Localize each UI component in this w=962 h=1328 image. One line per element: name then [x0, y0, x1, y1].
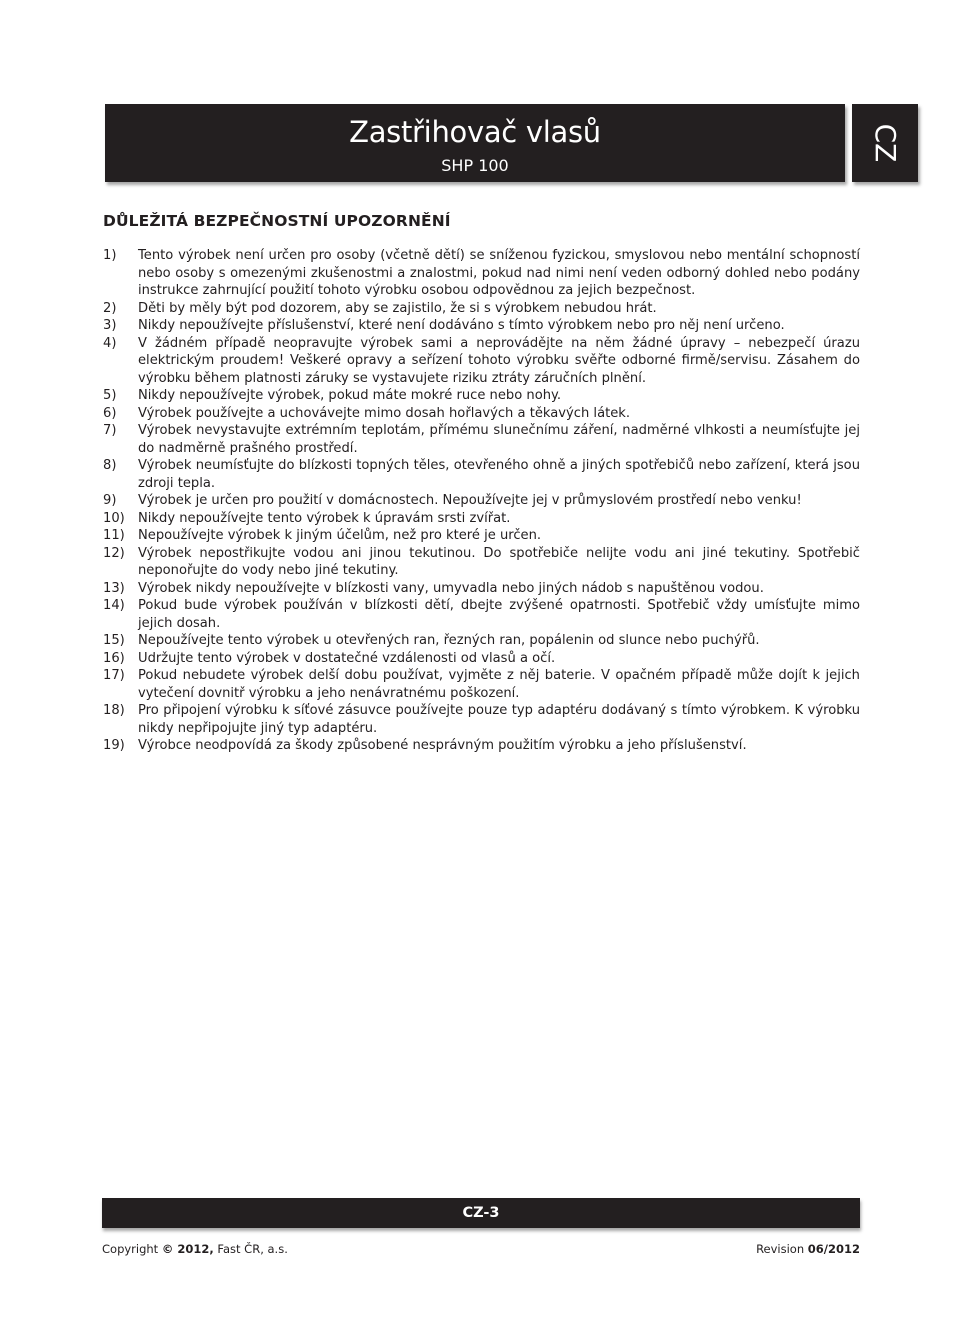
- list-item-number: 7): [103, 423, 117, 438]
- list-item-text: V žádném případě neopravujte výrobek sami a neprovádějte na něm žádné úpravy – nebezpečí úrazu elektrickým proudem! Veškeré opravy a seřízení tohoto výrobku svěřte odborné firmě/servisu. Zásahem do výrobku během platnosti záruky se vystavujete riziku ztráty záručních plnění.: [138, 335, 860, 386]
- list-item-number: 19): [103, 738, 125, 753]
- list-item: [103, 510, 860, 528]
- list-item: [103, 702, 860, 737]
- list-item-number: 15): [103, 633, 125, 648]
- list-item: [103, 492, 860, 510]
- list-item: [103, 387, 860, 405]
- list-item: [103, 632, 860, 650]
- list-item-number: 16): [103, 650, 125, 666]
- list-item-number: 10): [103, 510, 125, 526]
- list-item-text: Pokud nebudete výrobek delší dobu používat, vyjměte z něj baterie. V opačném případě může dojít k jejich vytečení dovnitř výrobku a jeho nenávratnému poškození.: [138, 668, 860, 701]
- copyright-year: © 2012,: [161, 1242, 214, 1256]
- list-item-text: Výrobek používejte a uchovávejte mimo dosah hořlavých a těkavých látek.: [138, 405, 631, 421]
- list-item-text: Nepoužívejte výrobek k jiným účelům, než pro které je určen.: [138, 528, 542, 543]
- list-item-number: 12): [103, 545, 125, 561]
- list-item-number: 17): [103, 668, 125, 683]
- list-item-text: Výrobce neodpovídá za škody způsobené nesprávným použitím výrobku a jeho příslušenství.: [138, 738, 747, 753]
- safety-list: [103, 247, 860, 755]
- language-tab: [852, 104, 918, 182]
- list-item-text: Udržujte tento výrobek v dostatečné vzdálenosti od vlasů a očí.: [138, 650, 556, 666]
- list-item-number: 5): [103, 388, 117, 403]
- page-number: CZ-3: [462, 1205, 500, 1221]
- model-number: SHP 100: [441, 156, 509, 175]
- title-banner: [105, 104, 845, 182]
- list-item-number: 14): [103, 598, 125, 613]
- list-item-text: Tento výrobek není určen pro osoby (včetně dětí) se sníženou fyzickou, smyslovou nebo mentální schopností nebo osoby s omezenými zkušenostmi a znalostmi, pokud nad nimi není veden odborný dohled nebo podány instrukce zahrnující použití tohoto výrobku osobou odpovědnou za jejich bezpečnost.: [138, 248, 860, 298]
- language-tab-label: CZ: [869, 123, 902, 163]
- list-item-text: Nikdy nepoužívejte příslušenství, které není dodáváno s tímto výrobkem nebo pro něj není určeno.: [138, 318, 785, 333]
- copyright-company: Fast ČR, a.s.: [213, 1242, 288, 1256]
- list-item: [103, 247, 860, 300]
- revision-notice: [756, 1242, 860, 1256]
- list-item-text: Výrobek nevystavujte extrémním teplotám, přímému slunečnímu záření, nadměrné vlhkosti a neumísťujte jej do nadměrně prašného prostředí.: [138, 423, 860, 456]
- list-item: [103, 335, 860, 388]
- list-item: [103, 405, 860, 423]
- document-title: Zastřihovač vlasů: [349, 115, 601, 149]
- list-item-text: Výrobek nepostřikujte vodou ani jinou tekutinou. Do spotřebiče nelijte vodu ani jiné tekutiny. Spotřebič neponořujte do vody nebo jiné tekutiny.: [138, 545, 860, 578]
- list-item-number: 9): [103, 493, 117, 508]
- list-item: [103, 667, 860, 702]
- list-item-text: Výrobek nikdy nepoužívejte v blízkosti vany, umyvadla nebo jiných nádob s napuštěnou vodou.: [138, 580, 764, 596]
- list-item: [103, 457, 860, 492]
- list-item: [103, 300, 860, 318]
- list-item-text: Pokud bude výrobek používán v blízkosti dětí, dbejte zvýšené opatrnosti. Spotřebič vždy umísťujte mimo jejich dosah.: [138, 598, 860, 631]
- list-item-text: Pro připojení výrobku k síťové zásuvce používejte pouze typ adaptéru dodávaný s tímto výrobkem. K výrobku nikdy nepřipojujte jiný typ adaptéru.: [138, 703, 860, 736]
- list-item-number: 3): [103, 318, 117, 333]
- list-item: [103, 580, 860, 598]
- list-item-text: Nepoužívejte tento výrobek u otevřených ran, řezných ran, popálenin od slunce nebo puchýřů.: [138, 633, 760, 648]
- list-item: [103, 422, 860, 457]
- copyright-prefix: Copyright: [102, 1242, 162, 1256]
- list-item-number: 8): [103, 458, 117, 473]
- list-item-text: Výrobek neumísťujte do blízkosti topných těles, otevřeného ohně a jiných spotřebičů nebo zařízení, která jsou zdroji tepla.: [138, 458, 860, 491]
- list-item: [103, 545, 860, 580]
- list-item-number: 13): [103, 580, 125, 596]
- list-item: [103, 527, 860, 545]
- list-item-number: 11): [103, 528, 125, 543]
- revision-prefix: Revision: [756, 1242, 808, 1256]
- list-item-number: 4): [103, 335, 117, 351]
- copyright-notice: [102, 1242, 288, 1256]
- list-item-number: 18): [103, 703, 125, 718]
- list-item-number: 1): [103, 248, 117, 263]
- list-item: [103, 650, 860, 668]
- revision-date: 06/2012: [807, 1242, 860, 1256]
- list-item-text: Nikdy nepoužívejte tento výrobek k úpravám srsti zvířat.: [138, 510, 511, 526]
- list-item-text: Děti by měly být pod dozorem, aby se zajistilo, že si s výrobkem nebudou hrát.: [138, 300, 657, 316]
- list-item: [103, 597, 860, 632]
- list-item-text: Nikdy nepoužívejte výrobek, pokud máte mokré ruce nebo nohy.: [138, 388, 562, 403]
- section-heading: DŮLEŽITÁ BEZPEČNOSTNÍ UPOZORNĚNÍ: [103, 212, 451, 230]
- page-number-bar: [102, 1198, 860, 1228]
- list-item: [103, 737, 860, 755]
- list-item: [103, 317, 860, 335]
- list-item-number: 6): [103, 405, 117, 421]
- list-item-text: Výrobek je určen pro použití v domácnostech. Nepoužívejte jej v průmyslovém prostředí nebo venku!: [138, 493, 802, 508]
- list-item-number: 2): [103, 300, 117, 316]
